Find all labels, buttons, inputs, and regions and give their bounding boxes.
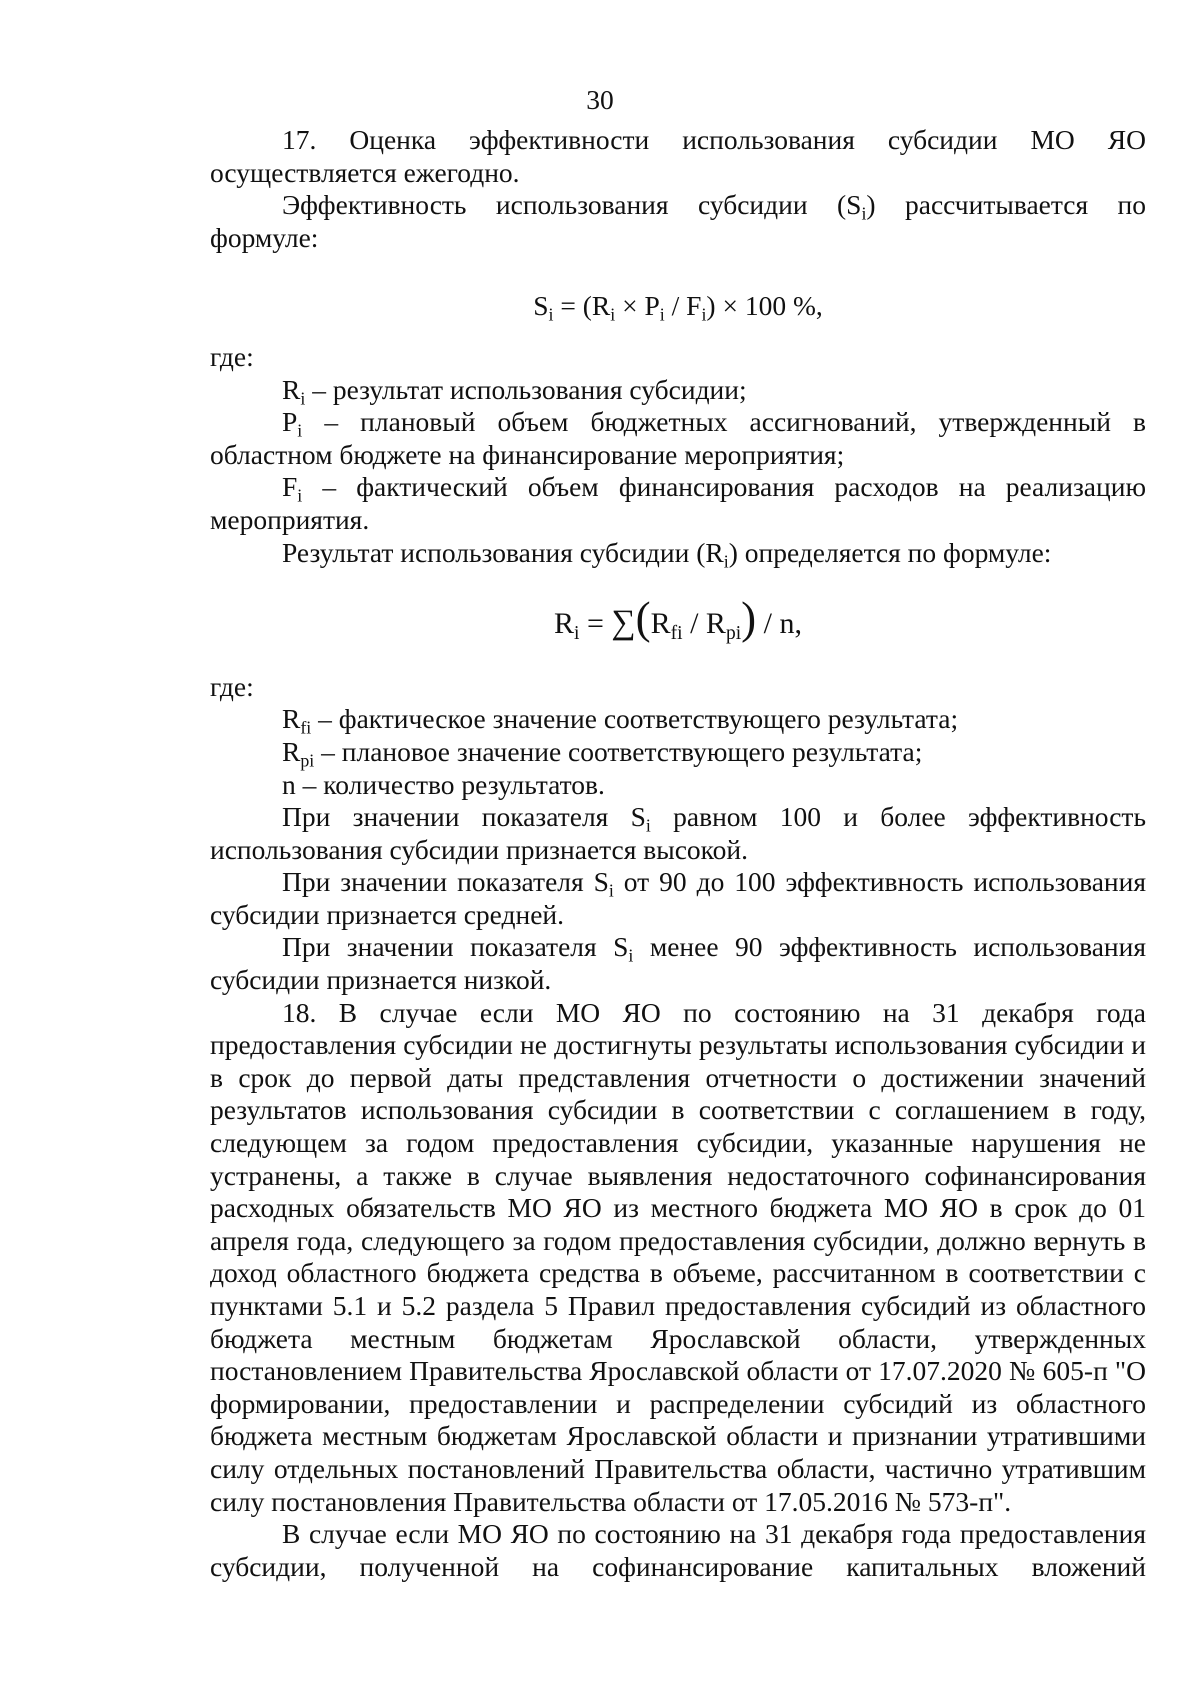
- paragraph-efficiency-formula-intro: Эффективность использования субсидии $(S_i)$ рассчитывается по формуле:: [210, 189, 1146, 253]
- formula-result: $R_i = \sum(R_{fi} / R_{pi}) / n$,: [554, 593, 802, 644]
- definition-rfi: $R_{fi}$ – фактическое значение соответствующего результата;: [282, 703, 959, 738]
- paragraph-efficiency-low: При значении показателя $S_i$ менее 90 эффективность использования субсидии признается низкой.: [210, 931, 1146, 996]
- document-body: [210, 124, 1146, 1583]
- definition-rpi: $R_{pi}$ – плановое значение соответствующего результата;: [282, 735, 923, 771]
- definition-n: n – количество результатов.: [282, 768, 605, 800]
- paragraph-efficiency-high: При значении показателя $S_i$ равном 100 и более эффективность использования субсидии признается высокой.: [210, 801, 1146, 865]
- formula-efficiency: $S_i = (R_i \times P_i / F_i) \times 100$ %,: [533, 290, 823, 325]
- paragraph-efficiency-medium: При значении показателя $S_i$ от 90 до 100 эффективность использования субсидии признается средней.: [210, 866, 1147, 930]
- where-label-1: где:: [210, 340, 254, 372]
- paragraph-17-intro: 17. Оценка эффективности использования субсидии МО ЯО осуществляется ежегодно.: [210, 124, 1146, 188]
- page-number: 30: [586, 84, 614, 115]
- definition-pi: $P_i$ – плановый объем бюджетных ассигнований, утвержденный в областном бюджете на финансирование мероприятия;: [210, 406, 1146, 470]
- paragraph-18: 18. В случае если МО ЯО по состоянию на 31 декабря года предоставления субсидии не достигнуты результаты использования субсидии и в срок до первой даты представления отчетности о достижении значений результатов использования субсидии в соответствии с соглашением в году, следующем за годом предоставления субсидии, указанные нарушения не устранены, а также в случае выявления недостаточного софинансирования расходных обязательств МО ЯО из местного бюджета МО ЯО в срок до 01 апреля года, следующего за годом предоставления субсидии, должно вернуть в доход областного бюджета средства в объеме, рассчитанном в соответствии с пунктами 5.1 и 5.2 раздела 5 Правил предоставления субсидий из областного бюджета местным бюджетам Ярославской области, утвержденных постановлением Правительства Ярославской области от 17.07.2020 № 605-п "О формировании, предоставлении и распределении субсидий из областного бюджета местным бюджетам Ярославской области и признании утратившими силу отдельных постановлений Правительства области, частично утратившим силу постановления Правительства области от 17.05.2016 № 573-п".: [210, 996, 1146, 1517]
- definition-fi: $F_i$ – фактический объем финансирования расходов на реализацию мероприятия.: [210, 471, 1146, 535]
- paragraph-result-formula-intro: Результат использования субсидии $(R_i)$ определяется по формуле:: [282, 536, 1052, 571]
- paragraph-18-continuation: В случае если МО ЯО по состоянию на 31 декабря года предоставления субсидии, полученной на софинансирование капитальных вложений: [210, 1518, 1146, 1582]
- definition-ri: $R_i$ – результат использования субсидии;: [282, 373, 747, 408]
- where-label-2: где:: [210, 670, 254, 702]
